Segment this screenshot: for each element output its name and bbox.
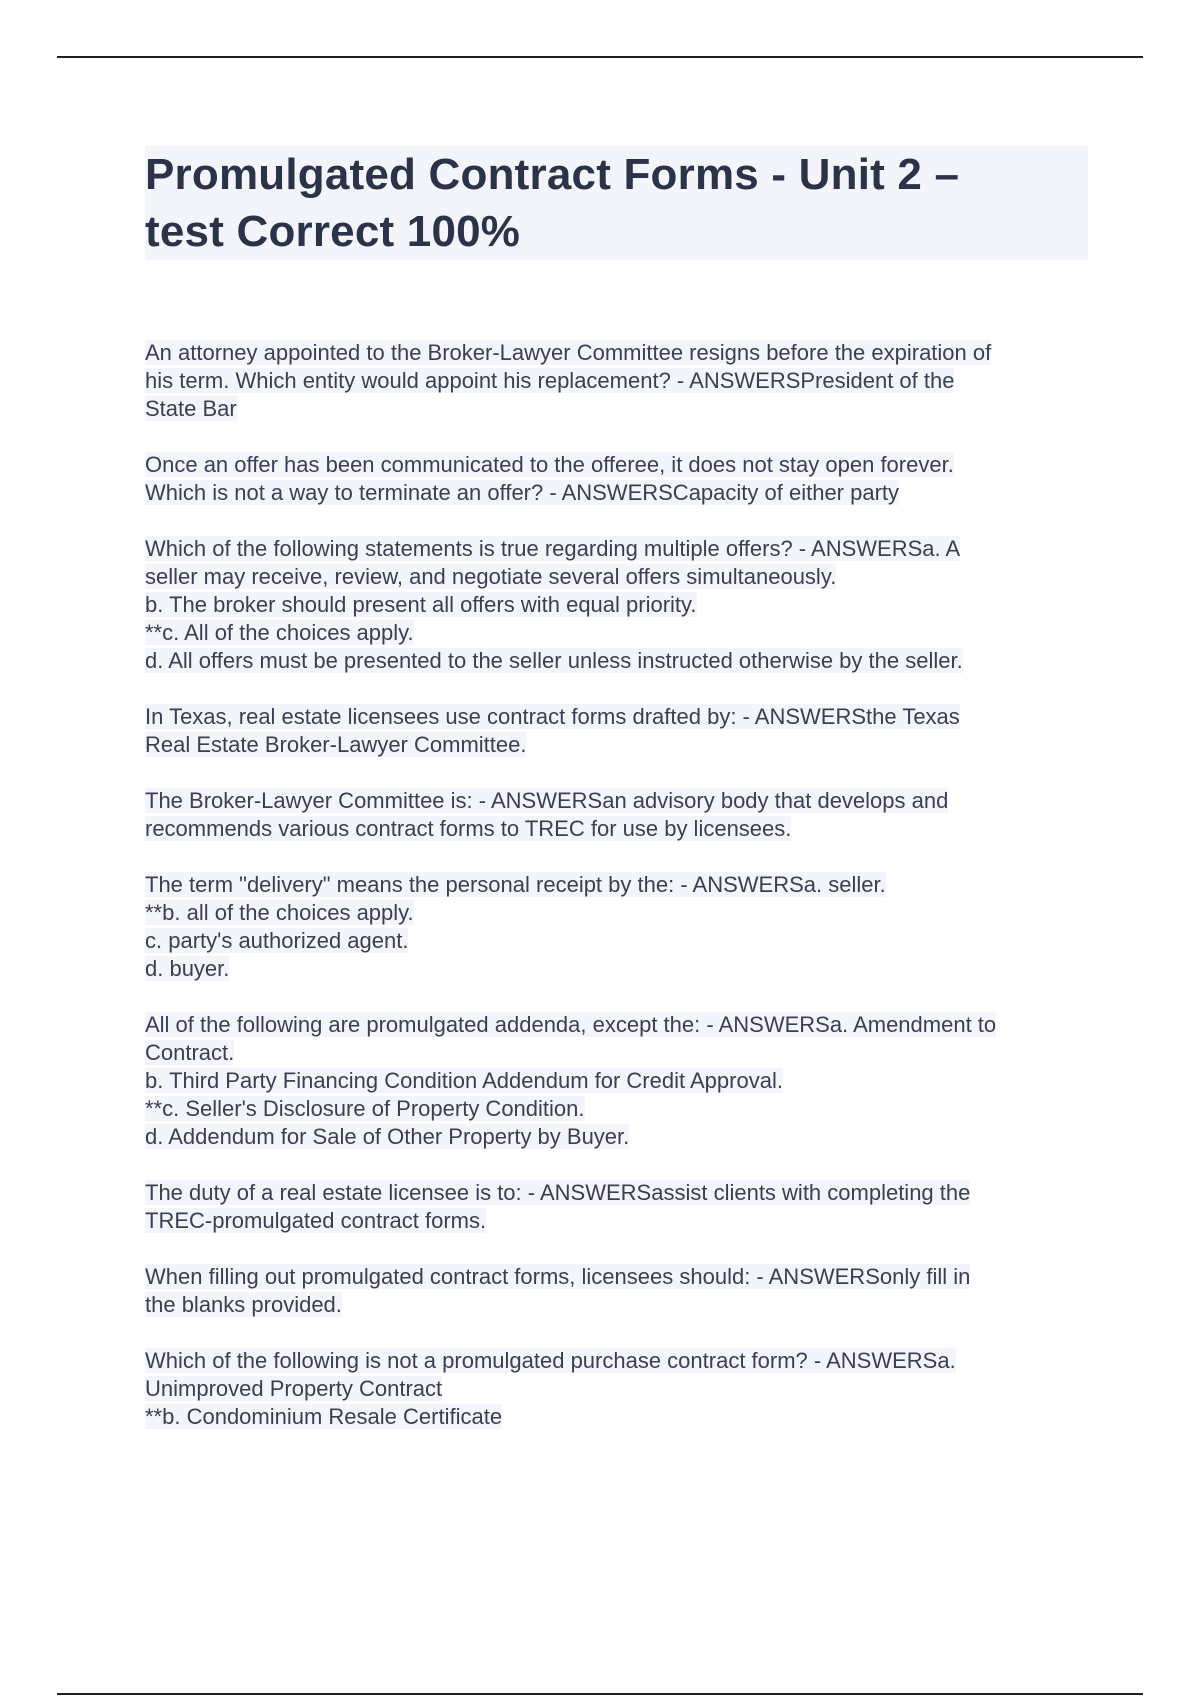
qa-line: the blanks provided. (145, 1292, 342, 1317)
qa-line: c. party's authorized agent. (145, 928, 409, 953)
qa-line: **b. Condominium Resale Certificate (145, 1404, 503, 1429)
qa-line: b. The broker should present all offers with equal priority. (145, 592, 697, 617)
qa-entry (145, 339, 1095, 423)
qa-line: **c. All of the choices apply. (145, 620, 414, 645)
qa-line: recommends various contract forms to TREC for use by licensees. (145, 816, 792, 841)
qa-line: When filling out promulgated contract forms, licensees should: - ANSWERSonly fill in (145, 1264, 971, 1289)
qa-line: TREC-promulgated contract forms. (145, 1208, 487, 1233)
qa-entry (145, 1263, 1095, 1319)
qa-line: The duty of a real estate licensee is to: - ANSWERSassist clients with completing the (145, 1180, 971, 1205)
bottom-rule (57, 1693, 1143, 1695)
qa-line: An attorney appointed to the Broker-Lawyer Committee resigns before the expiration of (145, 340, 992, 365)
qa-line: b. Third Party Financing Condition Addendum for Credit Approval. (145, 1068, 783, 1093)
qa-entry (145, 451, 1095, 507)
qa-line: State Bar (145, 396, 237, 421)
qa-line: d. Addendum for Sale of Other Property by Buyer. (145, 1124, 630, 1149)
title-line: Promulgated Contract Forms - Unit 2 – (145, 150, 960, 199)
page-title (145, 146, 1088, 260)
qa-line: **b. all of the choices apply. (145, 900, 414, 925)
qa-line: Which is not a way to terminate an offer? - ANSWERSCapacity of either party (145, 480, 900, 505)
qa-line: d. All offers must be presented to the seller unless instructed otherwise by the seller. (145, 648, 963, 673)
title-line: test Correct 100% (145, 207, 521, 256)
qa-line: All of the following are promulgated addenda, except the: - ANSWERSa. Amendment to (145, 1012, 997, 1037)
qa-line: Which of the following statements is true regarding multiple offers? - ANSWERSa. A (145, 536, 961, 561)
qa-entry (145, 1347, 1095, 1431)
qa-line: d. buyer. (145, 956, 230, 981)
qa-line: seller may receive, review, and negotiate several offers simultaneously. (145, 564, 837, 589)
qa-line: In Texas, real estate licensees use contract forms drafted by: - ANSWERSthe Texas (145, 704, 960, 729)
qa-entry (145, 1179, 1095, 1235)
document-title (145, 146, 1088, 260)
qa-line: Unimproved Property Contract (145, 1376, 443, 1401)
qa-entry (145, 535, 1095, 675)
qa-line: Once an offer has been communicated to the offeree, it does not stay open forever. (145, 452, 954, 477)
qa-entry (145, 871, 1095, 983)
qa-entry (145, 787, 1095, 843)
qa-list (145, 339, 1095, 1459)
qa-line: his term. Which entity would appoint his replacement? - ANSWERSPresident of the (145, 368, 955, 393)
qa-line: Contract. (145, 1040, 235, 1065)
qa-line: The Broker-Lawyer Committee is: - ANSWERSan advisory body that develops and (145, 788, 949, 813)
qa-entry (145, 703, 1095, 759)
qa-entry (145, 1011, 1095, 1151)
qa-line: **c. Seller's Disclosure of Property Condition. (145, 1096, 585, 1121)
qa-line: Which of the following is not a promulgated purchase contract form? - ANSWERSa. (145, 1348, 956, 1373)
qa-line: The term "delivery" means the personal receipt by the: - ANSWERSa. seller. (145, 872, 886, 897)
top-rule (57, 56, 1143, 58)
qa-line: Real Estate Broker-Lawyer Committee. (145, 732, 527, 757)
